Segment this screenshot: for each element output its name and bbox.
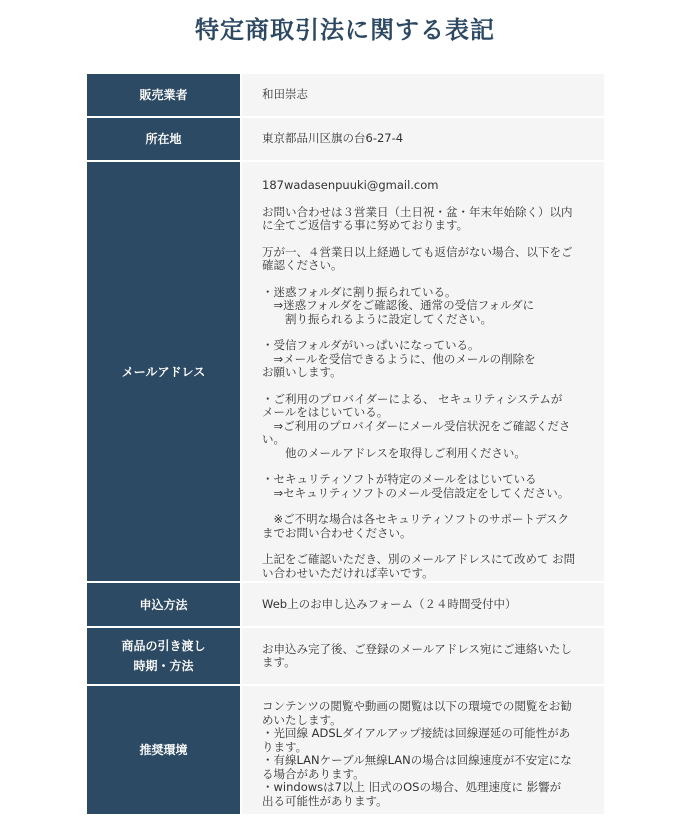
text-line: メールをはじいている。 <box>262 405 389 419</box>
text-line: 上記をご確認いただき、別のメールアドレスにて改めて お問 <box>262 552 576 566</box>
text-line: お問い合わせは３営業日（土日祝・盆・年末年始除く）以内 <box>262 204 573 219</box>
text-line: ります。 <box>262 739 308 754</box>
text-line: ・受信フォルダがいっぱいになっている。 <box>262 338 480 352</box>
seller-value-cell <box>242 74 604 116</box>
text-line: 出る可能性があります。 <box>262 793 388 808</box>
row-delivery <box>87 628 604 686</box>
text-line: 割り振られるように設定してください。 <box>262 311 492 326</box>
apply-label: 申込方法 <box>87 583 242 626</box>
mail-notes <box>262 206 592 581</box>
delivery-label-line2: 時期・方法 <box>133 659 194 673</box>
text-line: ・セキュリティソフトが特定のメールをはじいている <box>262 472 537 486</box>
address-label: 所在地 <box>87 118 242 160</box>
mail-label: メールアドレス <box>87 162 242 581</box>
blank-line <box>262 273 592 286</box>
env-value-cell <box>242 686 604 814</box>
delivery-label <box>87 628 242 684</box>
address-value-cell <box>242 118 604 160</box>
blank-line <box>262 380 592 393</box>
text-line: に全てご返信する事に努めております。 <box>262 218 469 232</box>
row-seller <box>87 74 604 118</box>
text-line: ・windowsは7以上 旧式のOSの場合、処理速度に 影響が <box>262 780 562 794</box>
text-line: お申込み完了後、ご登録のメールアドレス宛にご連絡いたし <box>262 641 572 656</box>
row-apply <box>87 583 604 628</box>
delivery-value-cell <box>242 628 604 684</box>
row-address <box>87 118 604 162</box>
delivery-label-line1: 商品の引き渡し <box>121 639 206 653</box>
row-mail <box>87 162 604 583</box>
text-line: コンテンツの閲覧や動画の閲覧は以下の環境での閲覧をお勧 <box>262 699 572 713</box>
env-value <box>262 700 592 808</box>
text-line: 他のメールアドレスを取得しご利用ください。 <box>262 445 526 460</box>
blank-line <box>262 233 592 246</box>
mail-value <box>262 179 592 580</box>
text-line: 確認ください。 <box>262 258 343 272</box>
text-line: ⇒セキュリティソフトのメール受信設定をしてください。 <box>262 485 570 500</box>
text-line: い合わせいただければ幸いです。 <box>262 565 434 580</box>
env-label: 推奨環境 <box>87 686 242 814</box>
page-title: 特定商取引法に関する表記 <box>195 16 495 44</box>
delivery-value <box>262 643 592 670</box>
address-value: 東京都品川区旗の台6-27-4 <box>262 131 404 146</box>
text-line: までお問い合わせください。 <box>262 525 412 540</box>
seller-value: 和田崇志 <box>262 87 308 102</box>
row-env <box>87 686 604 816</box>
text-line: 万が一、４営業日以上経過しても返信がない場合、以下をご <box>262 244 573 259</box>
text-line: い。 <box>262 432 285 446</box>
text-line: ます。 <box>262 655 296 669</box>
legal-notice-table <box>87 74 604 816</box>
text-line: ※ご不明な場合は各セキュリティソフトのサポートデスク <box>262 512 570 526</box>
text-line: お願いします。 <box>262 365 342 379</box>
apply-value-cell <box>242 583 604 626</box>
text-line: ⇒ご利用のプロバイダーにメール受信状況をご確認くださ <box>262 418 571 433</box>
text-line: ・迷惑フォルダに割り振られている。 <box>262 284 457 299</box>
text-line: ・有線LANケーブル無線LANの場合は回線速度が不安定にな <box>262 753 572 767</box>
seller-label: 販売業者 <box>87 74 242 116</box>
mail-value-cell <box>242 162 604 581</box>
text-line: ・ご利用のプロバイダーによる、 セキュリティシステムが <box>262 391 563 406</box>
text-line: めいたします。 <box>262 712 342 727</box>
apply-value: Web上のお申し込みフォーム（２４時間受付中） <box>262 596 517 611</box>
email-address[interactable]: 187wadasenpuuki@gmail.com <box>262 178 439 192</box>
text-line: る場合があります。 <box>262 766 365 781</box>
text-line: ⇒迷惑フォルダをご確認後、通常の受信フォルダに <box>262 298 535 312</box>
text-line: ⇒メールを受信できるように、他のメールの削除を <box>262 351 536 366</box>
text-line: ・光回線 ADSLダイアルアップ接続は回線遅延の可能性があ <box>262 726 571 740</box>
